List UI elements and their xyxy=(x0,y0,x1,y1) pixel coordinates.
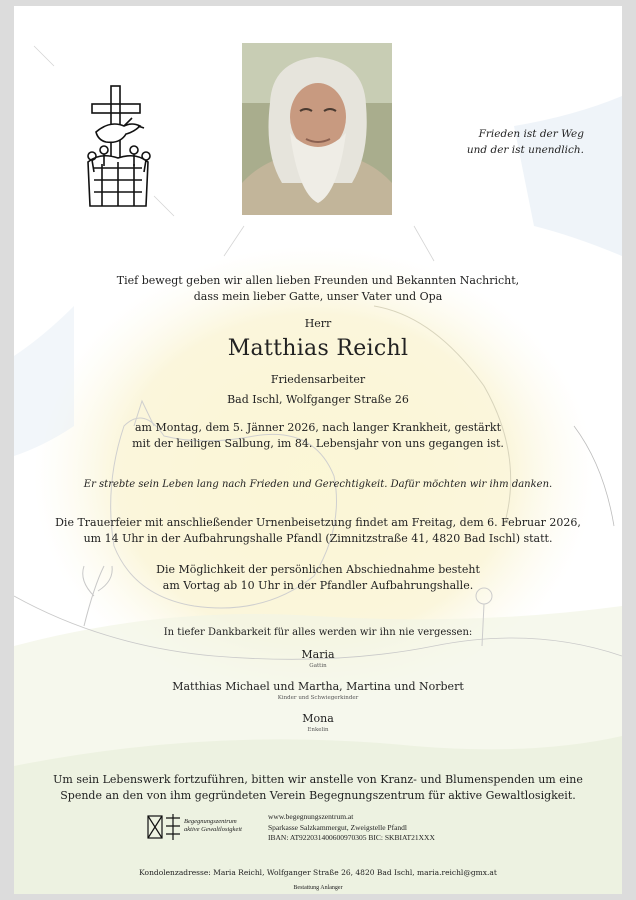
association-logo xyxy=(146,812,246,844)
association-logo-text: Begegnungszentrum aktive Gewaltlosigkeit xyxy=(184,818,242,833)
bank-details xyxy=(268,812,568,844)
mourner-name: Maria xyxy=(301,648,335,661)
bank-account: IBAN: AT922031400600970305 BIC: SKBIAT21XXX xyxy=(268,833,435,842)
motto-line: und der ist unendlich. xyxy=(466,144,584,156)
death-notice xyxy=(14,420,622,452)
intro-line: Tief bewegt geben wir allen lieben Freunden und Bekannten Nachricht, xyxy=(116,274,520,287)
death-notice-line: mit der heiligen Salbung, im 84. Lebensjahr von uns gegangen ist. xyxy=(132,437,504,450)
bank-name: Sparkasse Salzkammergut, Zweigstelle Pfandl xyxy=(268,822,407,832)
donation-line: Um sein Lebenswerk fortzuführen, bitten wir anstelle von Kranz- und Blumenspenden um eine xyxy=(53,773,583,786)
motto-line: Frieden ist der Weg xyxy=(478,128,584,140)
obituary-sheet xyxy=(14,6,622,894)
mourner-name: Mona xyxy=(302,712,334,725)
donation-request xyxy=(14,772,622,804)
death-notice-line: am Montag, dem 5. Jänner 2026, nach langer Krankheit, gestärkt xyxy=(134,421,501,434)
farewell-info xyxy=(14,562,622,594)
association-logo-icon xyxy=(146,812,184,842)
salutation: Herr xyxy=(304,317,332,330)
farewell-line: Die Möglichkeit der persönlichen Abschiednahme besteht xyxy=(156,563,480,576)
funeral-info xyxy=(14,515,622,547)
farewell-line: am Vortag ab 10 Uhr in der Pfandler Aufbahrungshalle. xyxy=(162,579,474,592)
condolence-address: Kondolenzadresse: Maria Reichl, Wolfganger Straße 26, 4820 Bad Ischl, maria.reichl@gmx.at xyxy=(139,868,497,877)
cross-dove-icon xyxy=(80,82,156,210)
tribute: Er strebte sein Leben lang nach Frieden und Gerechtigkeit. Dafür möchten wir ihm danken. xyxy=(83,479,553,490)
website: www.begegnungszentrum.at xyxy=(268,812,354,821)
donation-line: Spende an den von ihm gegründeten Verein Begegnungszentrum für aktive Gewaltlosigkeit. xyxy=(60,789,576,802)
mourner-role: Gattin xyxy=(309,663,327,669)
motto xyxy=(434,126,584,158)
mourner-role: Enkelin xyxy=(307,727,329,733)
funeral-line: um 14 Uhr in der Aufbahrungshalle Pfandl (Zimnitzstraße 41, 4820 Bad Ischl) statt. xyxy=(83,532,553,545)
undertaker: Bestattung Anlanger xyxy=(293,885,343,891)
mourner-name: Matthias Michael und Martha, Martina und Norbert xyxy=(172,680,464,693)
intro-line: dass mein lieber Gatte, unser Vater und Opa xyxy=(193,290,443,303)
portrait-photo xyxy=(242,43,392,215)
gratitude: In tiefer Dankbarkeit für alles werden wir ihn nie vergessen: xyxy=(163,627,473,638)
funeral-line: Die Trauerfeier mit anschließender Urnenbeisetzung findet am Freitag, dem 6. Februar 2026, xyxy=(55,516,581,529)
occupation: Friedensarbeiter xyxy=(270,373,366,386)
residence-address: Bad Ischl, Wolfganger Straße 26 xyxy=(227,393,409,406)
deceased-name: Matthias Reichl xyxy=(227,336,409,361)
intro-text xyxy=(14,273,622,305)
mourner-role: Kinder und Schwiegerkinder xyxy=(277,695,359,701)
